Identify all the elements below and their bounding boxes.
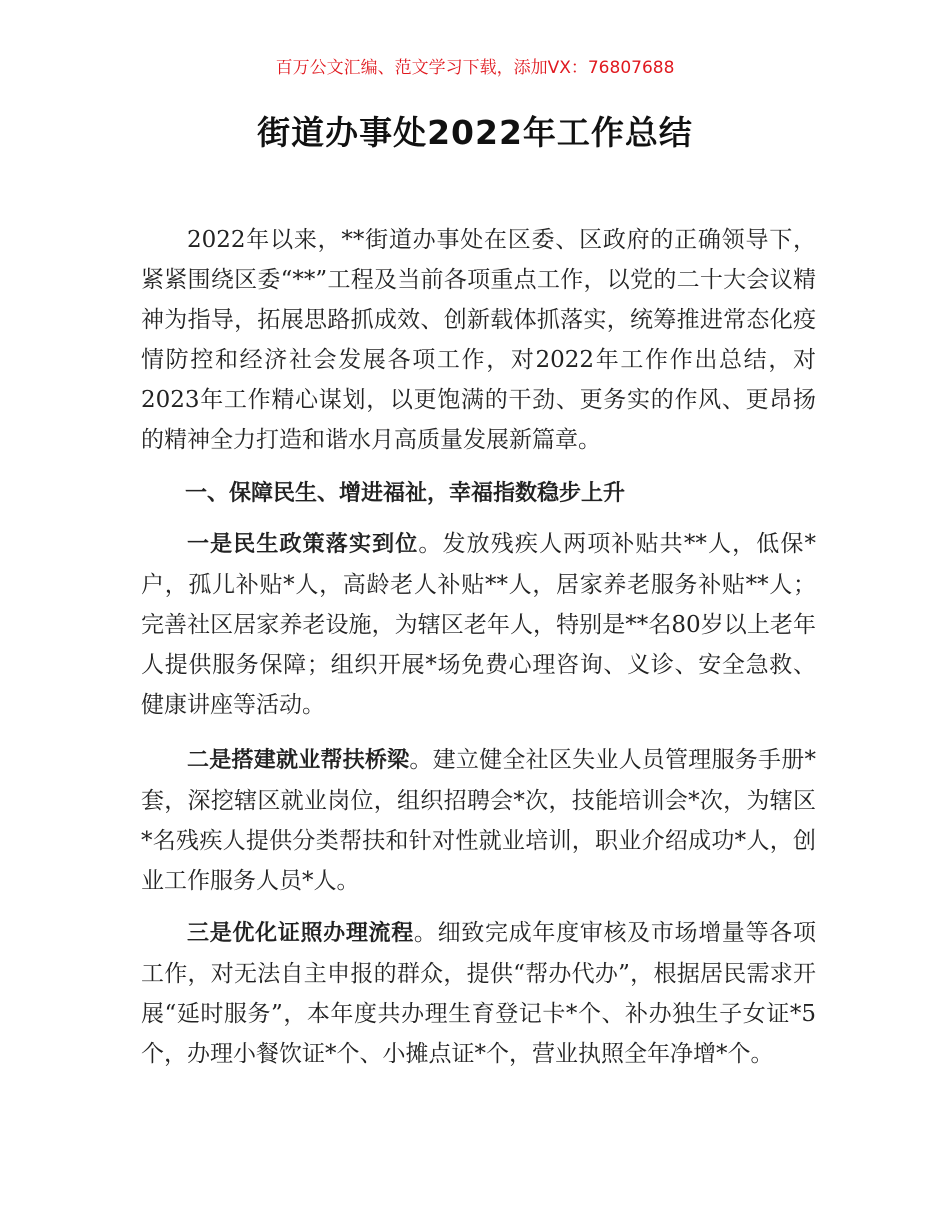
paragraph-3	[141, 913, 816, 1074]
watermark-banner: 百万公文汇编、范文学习下载，添加VX：76807688	[275, 58, 675, 78]
paragraph-1-text: 。发放残疾人两项补贴共**人，低保*户，孤儿补贴*人，高龄老人补贴**人，居家养老服务补贴**人；完善社区居家养老设施，为辖区老年人，特别是**名80岁以上老年人提供服务保障；组织开展*场免费心理咨询、义诊、安全急救、健康讲座等活动。	[141, 531, 816, 718]
paragraph-1-lead: 一是民生政策落实到位	[187, 532, 419, 557]
paragraph-1	[141, 524, 816, 725]
intro-paragraph-block	[141, 220, 816, 460]
paragraph-block-1	[141, 524, 816, 725]
intro-paragraph: 2022年以来，**街道办事处在区委、区政府的正确领导下，紧紧围绕区委“**”工程及当前各项重点工作，以党的二十大会议精神为指导，拓展思路抓成效、创新载体抓落实，统筹推进常态化疫情防控和经济社会发展各项工作，对2022年工作作出总结，对2023年工作精心谋划，以更饱满的干劲、更务实的作风、更昂扬的精神全力打造和谐水月高质量发展新篇章。	[141, 227, 816, 453]
section-heading: 一、保障民生、增进福祉，幸福指数稳步上升	[185, 481, 626, 506]
paragraph-block-2	[141, 740, 816, 901]
paragraph-2	[141, 740, 816, 901]
paragraph-2-lead: 二是搭建就业帮扶桥梁	[187, 748, 410, 773]
paragraph-3-text: 。细致完成年度审核及市场增量等各项工作，对无法自主申报的群众，提供“帮办代办”，根据居民需求开展“延时服务”，本年度共办理生育登记卡*个、补办独生子女证*5个，办理小餐饮证*个、小摊点证*个，营业执照全年净增*个。	[141, 920, 816, 1067]
paragraph-block-3	[141, 913, 816, 1074]
paragraph-3-lead: 三是优化证照办理流程	[187, 921, 414, 946]
section-heading-block	[141, 474, 816, 514]
document-title: 街道办事处2022年工作总结	[257, 113, 693, 152]
paragraph-2-text: 。建立健全社区失业人员管理服务手册*套，深挖辖区就业岗位，组织招聘会*次，技能培训会*次，为辖区*名残疾人提供分类帮扶和针对性就业培训，职业介绍成功*人，创业工作服务人员*人。	[141, 747, 816, 894]
